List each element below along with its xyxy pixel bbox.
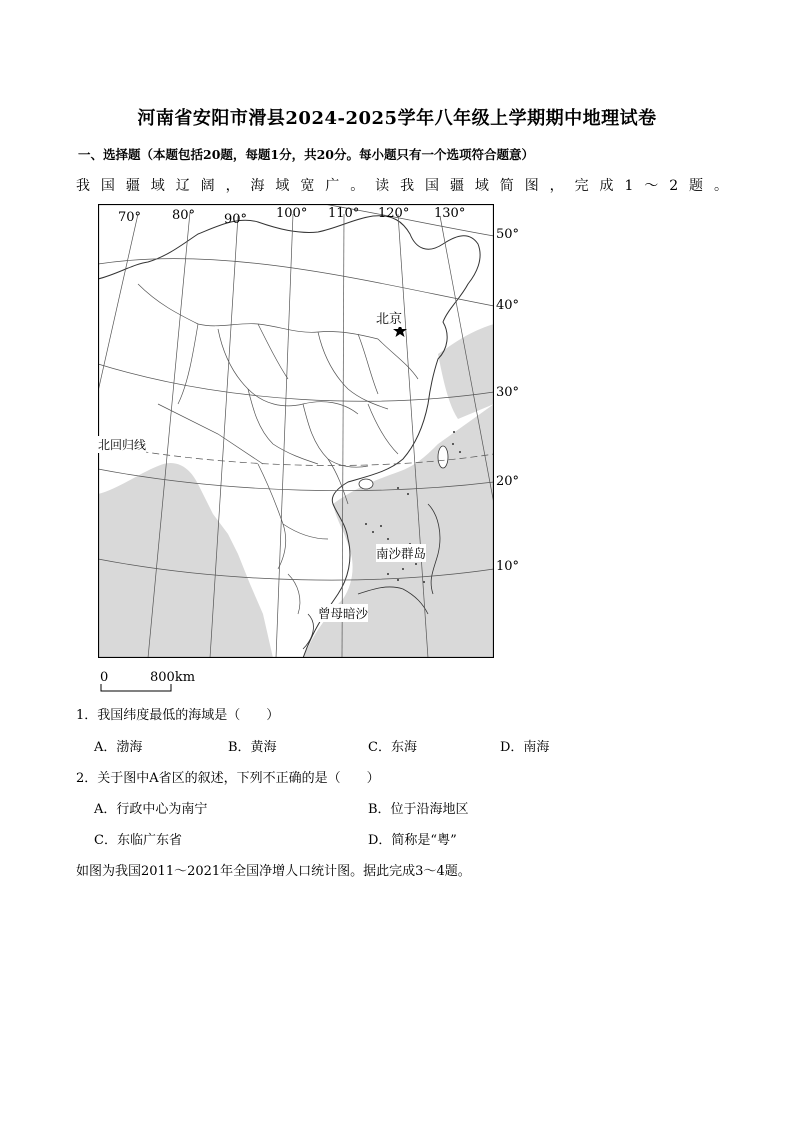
q1-option-b: B．黄海: [228, 740, 277, 755]
lon-label-120: 120°: [378, 206, 410, 221]
lat-label-30: 30°: [496, 385, 520, 400]
scale-line: [100, 684, 172, 692]
lon-label-100: 100°: [276, 206, 308, 221]
tropic-label: 北回归线: [98, 438, 147, 452]
territory-map: [98, 204, 494, 658]
q1-option-d: D．南海: [500, 740, 550, 755]
q2-option-a: A．行政中心为南宁: [94, 802, 208, 817]
question-1-stem: 1．我国纬度最低的海域是（ ）: [76, 708, 280, 723]
q2-option-b: B．位于沿海地区: [368, 802, 469, 817]
beijing-label: 北京: [376, 308, 402, 327]
lat-label-20: 20°: [496, 474, 520, 489]
meridian-100: [276, 214, 293, 658]
q2-option-c: C．东临广东省: [94, 833, 182, 848]
question-3-intro: 如图为我国2011～2021年全国净增人口统计图。据此完成3～4题。: [76, 864, 471, 879]
zengmu-label: 曾母暗沙: [318, 606, 369, 621]
question-2-stem: 2．关于图中A省区的叙述，下列不正确的是（ ）: [76, 771, 380, 786]
sea-area: [98, 463, 273, 658]
q1-option-c: C．东海: [368, 740, 417, 755]
lon-label-90: 90°: [224, 212, 248, 227]
meridian-110: [342, 214, 344, 658]
scale-zero: 0: [100, 670, 109, 685]
lon-label-80: 80°: [172, 208, 196, 223]
scale-distance: 800km: [150, 670, 196, 685]
lon-label-130: 130°: [434, 206, 466, 221]
q2-option-d: D．简称是“粤”: [368, 833, 457, 848]
map-graphic: [98, 204, 494, 658]
lat-label-10: 10°: [496, 559, 520, 574]
lon-label-70: 70°: [118, 210, 142, 225]
scale-bar: [98, 670, 208, 696]
lat-label-50: 50°: [496, 227, 520, 242]
lat-label-40: 40°: [496, 298, 520, 313]
parallel-40: [98, 259, 494, 306]
map-intro: 我国疆域辽阔，海域宽广。读我国疆域简图，完成1～2题。: [76, 178, 728, 194]
section-heading: 一、选择题（本题包括20题，每题1分，共20分。每小题只有一个选项符合题意）: [78, 147, 534, 162]
q1-option-a: A．渤海: [94, 740, 143, 755]
nansha-label: 南沙群岛: [376, 546, 427, 561]
exam-title: 河南省安阳市滑县2024-2025学年八年级上学期期中地理试卷: [137, 108, 657, 129]
lon-label-110: 110°: [328, 206, 360, 221]
